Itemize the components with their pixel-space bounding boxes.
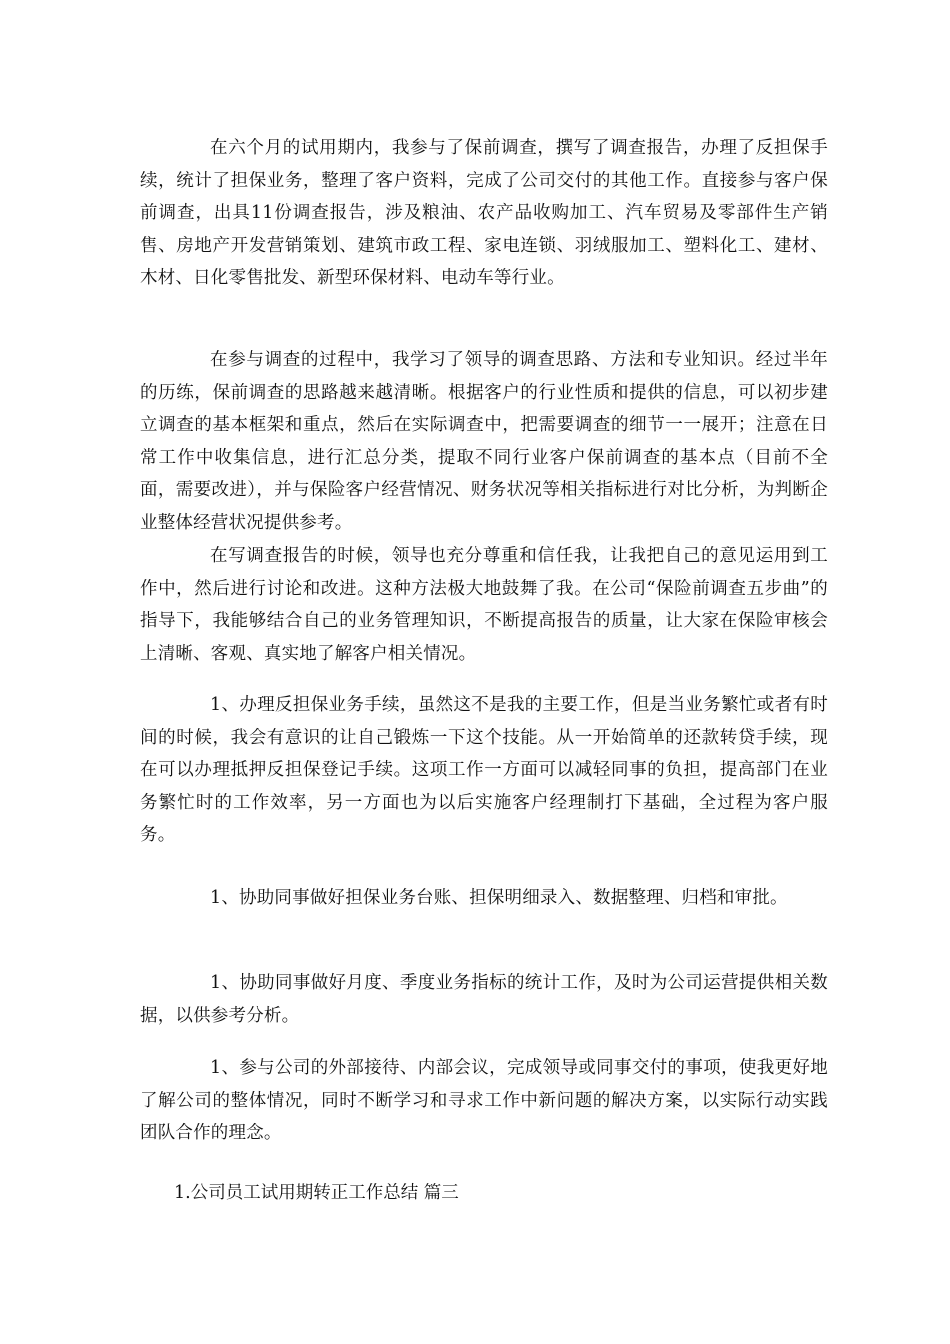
paragraph-statistics-assist: 1、协助同事做好月度、季度业务指标的统计工作，及时为公司运营提供相关数据，以供参考分析。: [140, 973, 828, 1026]
paragraph-investigation-learning: 在参与调查的过程中，我学习了领导的调查思路、方法和专业知识。经过半年的历练，保前调查的思路越来越清晰。根据客户的行业性质和提供的信息，可以初步建立调查的基本框架和重点，然后在实际调查中，把需要调查的细节一一展开；注意在日常工作中收集信息，进行汇总分类，提取不同行业客户保前调查的基本点（目前不全面，需要改进），并与保险客户经营情况、财务状况等相关指标进行对比分析，为判断企业整体经营状况提供参考。: [140, 350, 828, 533]
paragraph-counter-guarantee: 1、办理反担保业务手续，虽然这不是我的主要工作，但是当业务繁忙或者有时间的时候，我会有意识的让自己锻炼一下这个技能。从一开始简单的还款转贷手续，现在可以办理抵押反担保登记手续。这项工作一方面可以减轻同事的负担，提高部门在业务繁忙时的工作效率，另一方面也为以后实施客户经理制打下基础，全过程为客户服务。: [140, 695, 828, 846]
paragraph-teamwork: 1、参与公司的外部接待、内部会议，完成领导或同事交付的事项，使我更好地了解公司的整体情况，同时不断学习和寻求工作中新问题的解决方案，以实际行动实践团队合作的理念。: [140, 1058, 828, 1144]
paragraph-probation-work: 在六个月的试用期内，我参与了保前调查，撰写了调查报告，办理了反担保手续，统计了担保业务，整理了客户资料，完成了公司交付的其他工作。直接参与客户保前调查，出具11份调查报告，涉及粮油、农产品收购加工、汽车贸易及零部件生产销售、房地产开发营销策划、建筑市政工程、家电连锁、羽绒服加工、塑料化工、建材、木材、日化零售批发、新型环保材料、电动车等行业。: [140, 138, 828, 289]
paragraph-ledger-assist: 1、协助同事做好担保业务台账、担保明细录入、数据整理、归档和审批。: [210, 888, 788, 908]
paragraph-report-writing: 在写调查报告的时候，领导也充分尊重和信任我，让我把自己的意见运用到工作中，然后进行讨论和改进。这种方法极大地鼓舞了我。在公司“保险前调查五步曲”的指导下，我能够结合自己的业务管理知识，不断提高报告的质量，让大家在保险审核会上清晰、客观、真实地了解客户相关情况。: [140, 546, 828, 664]
section-heading: 1.公司员工试用期转正工作总结 篇三: [174, 1183, 459, 1203]
